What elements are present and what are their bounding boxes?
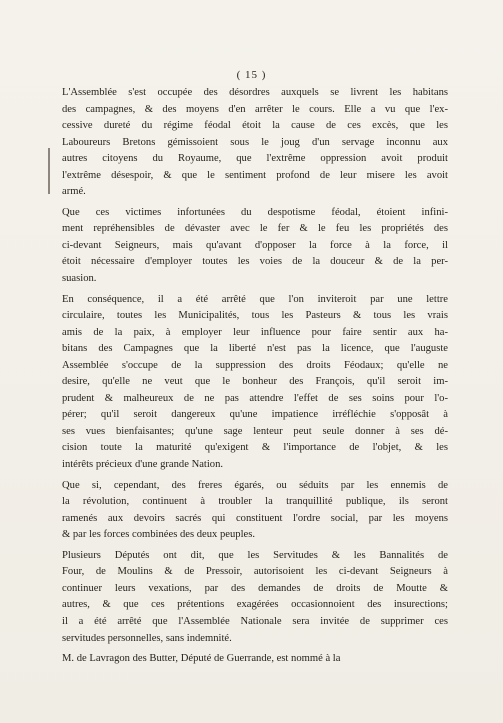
text-line: & par les forces combinées des deux peuples. <box>62 529 255 541</box>
paragraph <box>62 548 448 647</box>
text-line: ci-devant Seigneurs, mais qu'avant d'opposer la force à la force, il <box>62 239 448 251</box>
paragraph <box>62 651 448 668</box>
text-line: l'extrême désespoir, & que le sentiment profond de leur misere les avoit <box>62 169 448 181</box>
text-line: cessive dureté du régime féodal étoit la cause de ces excès, que les <box>62 120 448 132</box>
paragraph <box>62 478 448 544</box>
text-line: Que ces victimes infortunées du despotisme féodal, étoient infini- <box>62 206 448 218</box>
text-line: pérer; qu'il seroit dangereux qu'une impatience irréfléchie s'opposât à <box>62 409 448 421</box>
text-line: L'Assemblée s'est occupée des désordres auxquels se livrent les habitans <box>62 87 448 98</box>
text-line: ramenés aux devoirs sacrés qui constituent l'ordre social, par les moyens <box>62 512 448 524</box>
text-line: Assemblée s'occupe de la suppression des droits Féodaux; qu'elle ne <box>62 359 448 371</box>
text-line: autres citoyens du Royaume, que l'extrême oppression avoit produit <box>62 153 448 165</box>
text-line: ses vues bienfaisantes; qu'une sage lenteur peut seule donner à ses dé- <box>62 425 448 437</box>
text-line: amis de la paix, à employer leur influence pour faire sentir aux ha- <box>62 326 448 338</box>
text-line: ment repréhensibles de dévaster avec le fer & le feu les propriétés des <box>62 223 448 235</box>
text-line: il a été arrêté que l'Assemblée Nationale sera invitée de supprimer ces <box>62 615 448 627</box>
text-line: intérêts précieux d'une grande Nation. <box>62 459 224 471</box>
text-line: M. de Lavragon des Butter, Député de Guerrande, est nommé à la <box>62 653 341 665</box>
text-line: des campagnes, & des moyens d'en arrêter le cours. Elle a vu que l'ex- <box>62 103 448 115</box>
paragraph <box>62 85 448 201</box>
text-line: suasion. <box>62 273 97 285</box>
text-line: desire, qu'elle ne veut que le bonheur des François, qu'il seroit im- <box>62 376 448 388</box>
text-line: Plusieurs Députés ont dit, que les Servitudes & les Bannalités de <box>62 549 448 561</box>
text-line: servitudes personnelles, sans indemnité. <box>62 632 232 644</box>
text-line: Four, de Moulins & de Pressoir, autorisoient les ci-devant Seigneurs à <box>62 566 448 578</box>
page-number: ( 15 ) <box>236 69 267 81</box>
text-line: armé. <box>62 186 86 198</box>
text-line: Laboureurs Bretons gémissoient sous le joug d'un servage inconnu aux <box>62 136 448 148</box>
margin-mark <box>48 148 50 194</box>
text-line: cision toute la maturité qu'exigent & l'importance de l'objet, & les <box>62 442 448 454</box>
text-line: circulaire, toutes les Municipalités, tous les Pasteurs & tous les vrais <box>62 310 448 322</box>
text-line: continuer leurs vexations, par des demandes de droits de Moutte & <box>62 582 448 594</box>
text-line: prudent & malheureux de ne pas attendre l'effet de ses soins pour l'o- <box>62 392 448 404</box>
text-line: autres, & que ces prétentions exagérées occasionnoient des insurections; <box>62 599 448 611</box>
text-line: la révolution, continuent à troubler la tranquillité publique, ils seront <box>62 496 448 508</box>
paragraph <box>62 205 448 288</box>
paragraph <box>62 292 448 474</box>
text-line: Que si, cependant, des freres égarés, ou séduits par les ennemis de <box>62 479 448 491</box>
text-line: bitans des Campagnes que la liberté n'est pas la licence, que l'auguste <box>62 343 448 355</box>
text-line: En conséquence, il a été arrêté que l'on inviteroit par une lettre <box>62 293 448 305</box>
body-text <box>62 85 448 672</box>
text-line: étoit nécessaire d'employer toutes les voies de la douceur & de la per- <box>62 256 448 268</box>
